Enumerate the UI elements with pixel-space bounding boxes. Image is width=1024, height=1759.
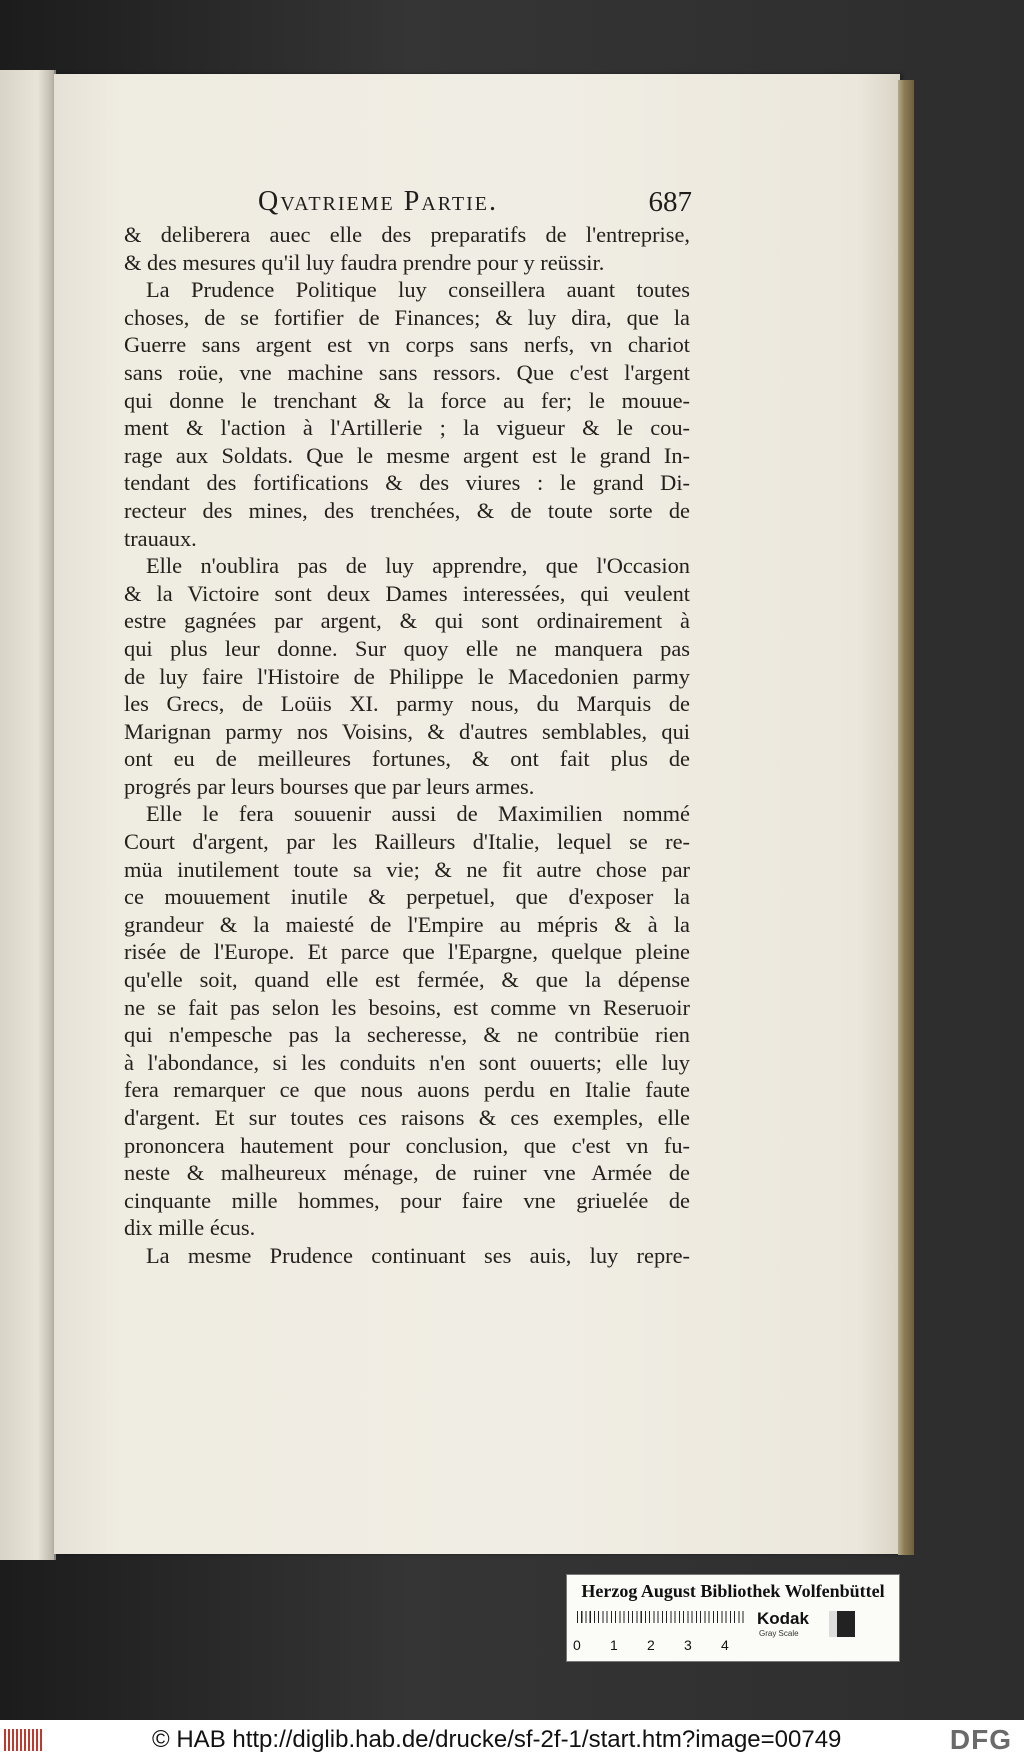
hab-logo-icon [4, 1729, 44, 1751]
text-line: qui plus leur donne. Sur quoy elle ne manquera pas [124, 635, 690, 661]
text-line: qu'elle soit, quand elle est fermée, & que la dépense [124, 967, 690, 993]
text-line: Marignan parmy nos Voisins, & d'autres semblables, qui [124, 718, 690, 744]
text-line: Guerre sans argent est vn corps sans nerfs, vn chariot [124, 332, 690, 358]
page-block-edge [898, 80, 914, 1555]
page-number: 687 [648, 186, 692, 218]
text-line: d'argent. Et sur toutes ces raisons & ces exemples, elle [124, 1105, 690, 1130]
running-head: Qvatrieme Partie. [258, 186, 498, 217]
text-line: ce mouuement inutile & perpetuel, que d'exposer la [124, 884, 690, 910]
dfg-logo: DFG [949, 1724, 1012, 1755]
copyright-link[interactable]: © HAB http://diglib.hab.de/drucke/sf-2f-1/start.htm?image=00749 [152, 1726, 842, 1753]
ruler-number: 0 [573, 1637, 581, 1653]
text-line: Court d'argent, par les Railleurs d'Italie, lequel se re- [124, 829, 690, 855]
kodak-label: Kodak [757, 1609, 809, 1628]
text-line: estre gagnées par argent, & qui sont ordinairement à [124, 608, 690, 634]
text-line: choses, de se fortifier de Finances; & luy dira, que la [124, 304, 690, 330]
text-line: dix mille écus. [124, 1215, 256, 1241]
text-line: à l'abondance, si les conduits n'en sont ouuerts; elle luy [124, 1049, 690, 1075]
ruler-numbers [573, 1637, 753, 1655]
ruler-number: 3 [684, 1637, 692, 1653]
text-line: recteur des mines, des trenchées, & de toute sorte de [124, 497, 690, 523]
ruler-number: 2 [647, 1637, 655, 1653]
text-line: les Grecs, de Loüis XI. parmy nous, du Marquis de [124, 691, 690, 717]
ruler-number: 1 [610, 1637, 618, 1653]
text-line: ont eu de meilleures fortunes, & ont fait plus de [124, 746, 690, 772]
facing-page-edge [0, 70, 56, 1560]
gray-patches [829, 1611, 855, 1637]
text-line: trauaux. [124, 525, 197, 551]
text-line: neste & malheureux ménage, de ruiner vne Armée de [124, 1160, 690, 1186]
text-line: rage aux Soldats. Que le mesme argent est le grand In- [124, 442, 690, 468]
text-line: ne se fait pas selon les besoins, est comme vn Reseruoir [124, 994, 690, 1020]
text-line: fera remarquer ce que nous auons perdu en Italie faute [124, 1077, 690, 1103]
text-line: Elle le fera souuenir aussi de Maximilien nommé [146, 801, 690, 827]
text-line: tendant des fortifications & des viures : le grand Di- [124, 470, 690, 496]
text-line: qui n'empesche pas la secheresse, & ne contribüe rien [124, 1022, 690, 1048]
body-text [124, 221, 690, 1270]
text-line: prononcera hautement pour conclusion, que c'est vn fu- [124, 1132, 690, 1158]
text-line: qui donne le trenchant & la force au fer; le mouue- [124, 387, 690, 413]
library-name: Herzog August Bibliothek Wolfenbüttel [581, 1581, 885, 1601]
text-line: risée de l'Europe. Et parce que l'Epargne, quelque pleine [124, 939, 690, 965]
text-line: sans roüe, vne machine sans ressors. Que c'est l'argent [124, 359, 690, 385]
text-line: & des mesures qu'il luy faudra prendre pour y reüssir. [124, 249, 605, 275]
page-header [258, 186, 692, 226]
text-line: grandeur & la maiesté de l'Empire au mépris & à la [124, 911, 690, 937]
text-line: Elle n'oublira pas de luy apprendre, que l'Occasion [146, 553, 690, 579]
text-line: & la Victoire sont deux Dames interessées, qui veulent [124, 580, 690, 606]
ruler-scale [577, 1611, 747, 1635]
gray-scale-label: Gray Scale [759, 1629, 799, 1638]
text-line: müa inutilement toute sa vie; & ne fit autre chose par [124, 856, 690, 882]
text-line: de luy faire l'Histoire de Philippe le Macedonien parmy [124, 663, 690, 689]
text-line: La Prudence Politique luy conseillera auant toutes [146, 277, 690, 303]
ruler-number: 4 [721, 1637, 729, 1653]
text-line: & deliberera auec elle des preparatifs de l'entreprise, [124, 222, 690, 247]
viewer-footer [0, 1720, 1024, 1759]
text-line: cinquante mille hommes, pour faire vne griuelée de [124, 1187, 690, 1213]
text-line: La mesme Prudence continuant ses auis, luy repre- [146, 1242, 690, 1268]
text-line: ment & l'action à l'Artillerie ; la vigueur & le cou- [124, 415, 690, 441]
calibration-target [566, 1574, 900, 1662]
text-line: progrés par leurs bourses que par leurs armes. [124, 773, 535, 799]
